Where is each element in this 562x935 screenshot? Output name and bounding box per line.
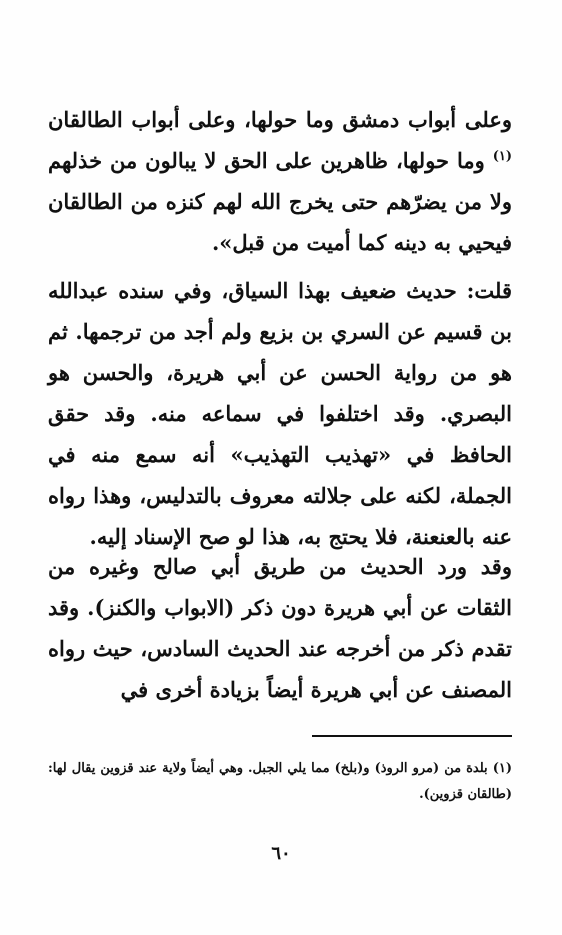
footnote: (١) بلدة من (مرو الروذ) و(بلخ) مما يلي الجبل. وهي أيضاً ولاية عند قزوين يقال لها: (طالقان قزوين). (48, 761, 512, 802)
paragraph-other-routes: وقد ورد الحديث من طريق أبي صالح وغيره من الثقات عن أبي هريرة دون ذكر (الابواب والكنز). وقد تقدم ذكر من أخرجه عند الحديث السادس، حيث رواه المصنف عن أبي هريرة أيضاً بزيادة أخرى في (48, 554, 512, 702)
footnote-reference-mark: (١) (492, 149, 512, 164)
paragraph-hadith-text-start: وعلى أبواب دمشق وما حولها، وعلى أبواب الطالقان (48, 107, 512, 132)
paragraph-hadith-text (48, 99, 512, 263)
paragraph-hadith-text-rest: وما حولها، ظاهرين على الحق لا يبالون من خذلهم ولا من يضرّهم حتى يخرج الله لهم كنزه من الطالقان فيحيي به دينه كما أميت من قبل». (48, 148, 512, 255)
paragraph-commentary: قلت: حديث ضعيف بهذا السياق، وفي سنده عبدالله بن قسيم عن السري بن بزيع ولم أجد من ترجمها. ثم هو من رواية الحسن عن أبي هريرة، والحسن هو البصري. وقد اختلفوا في سماعه منه. وقد حقق الحافظ في «تهذيب التهذيب» أنه سمع منه في الجملة، لكنه على جلالته معروف بالتدليس، وهذا رواه عنه بالعنعنة، فلا يحتج به، هذا لو صح الإسناد إليه. (48, 278, 512, 549)
footnote-separator-line (312, 735, 512, 737)
page-number: ٦٠ (271, 843, 291, 864)
